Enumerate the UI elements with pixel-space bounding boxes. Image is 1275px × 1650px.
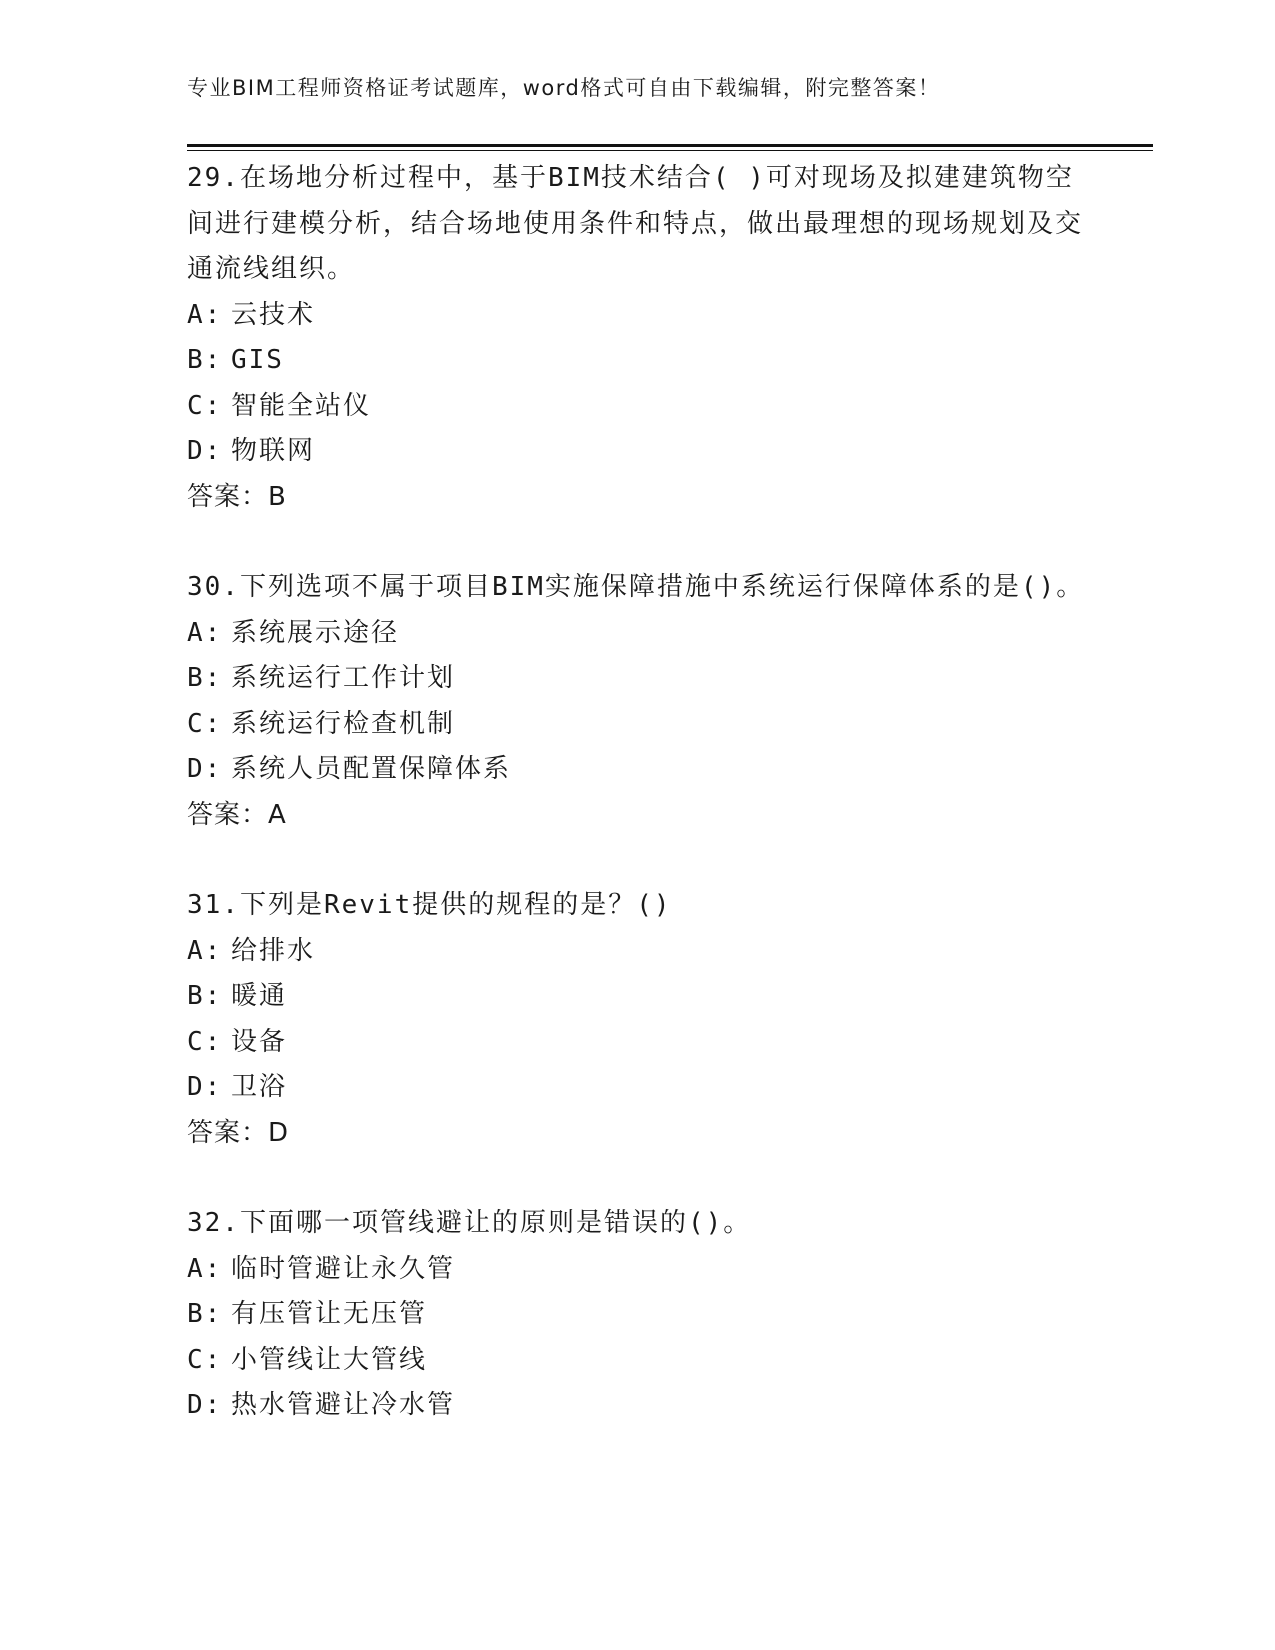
option-key: B:: [187, 1299, 223, 1329]
option-text: 临时管避让永久管: [231, 1253, 456, 1284]
option-key: A:: [187, 617, 223, 648]
option-key: C:: [187, 390, 223, 421]
question-30: [187, 565, 1087, 838]
option-d: [187, 429, 1087, 475]
option-a: [187, 293, 1087, 339]
question-stem: 29.在场地分析过程中，基于BIM技术结合( )可对现场及拟建建筑物空间进行建模分析，结合场地使用条件和特点，做出最理想的现场规划及交通流线组织。: [187, 163, 1084, 284]
option-key: D:: [187, 1390, 223, 1420]
option-a: [187, 1247, 1087, 1293]
option-d: [187, 747, 1087, 793]
option-text: 系统运行工作计划: [231, 663, 456, 693]
option-text: 系统运行检查机制: [231, 708, 456, 739]
spacer: [187, 838, 1087, 883]
option-key: A:: [187, 1253, 223, 1284]
question-32: [187, 1201, 1087, 1429]
header-rule-thin: [187, 150, 1153, 151]
answer-line: 答案：B: [187, 481, 287, 512]
option-key: B:: [187, 663, 223, 693]
option-b: [187, 974, 1087, 1020]
option-a: [187, 611, 1087, 657]
option-text: 卫浴: [231, 1072, 288, 1102]
option-key: B:: [187, 345, 223, 375]
option-c: [187, 1338, 1087, 1384]
header-rule-thick: [187, 144, 1153, 147]
option-text: 设备: [231, 1026, 288, 1057]
spacer: [187, 520, 1087, 565]
option-c: [187, 1020, 1087, 1066]
option-key: D:: [187, 1072, 223, 1102]
option-text: GIS: [231, 345, 284, 375]
option-text: 云技术: [231, 299, 316, 330]
option-key: A:: [187, 935, 223, 966]
option-b: [187, 338, 1087, 384]
spacer: [187, 1156, 1087, 1201]
option-a: [187, 929, 1087, 975]
question-stem: 31.下列是Revit提供的规程的是？(): [187, 890, 672, 920]
option-c: [187, 384, 1087, 430]
option-key: C:: [187, 708, 223, 739]
option-d: [187, 1065, 1087, 1111]
page-header: 专业BIM工程师资格证考试题库，word格式可自由下载编辑，附完整答案！: [187, 76, 941, 100]
option-c: [187, 702, 1087, 748]
option-key: D:: [187, 754, 223, 784]
option-text: 暖通: [231, 981, 288, 1011]
option-text: 智能全站仪: [231, 390, 372, 421]
option-b: [187, 1292, 1087, 1338]
option-b: [187, 656, 1087, 702]
option-key: A:: [187, 299, 223, 330]
option-text: 系统展示途径: [231, 617, 400, 648]
option-text: 物联网: [231, 436, 316, 466]
option-key: C:: [187, 1344, 223, 1375]
answer-line: 答案：D: [187, 1117, 290, 1148]
question-29: [187, 156, 1087, 520]
question-31: [187, 883, 1087, 1156]
question-stem: 32.下面哪一项管线避让的原则是错误的()。: [187, 1208, 752, 1238]
option-text: 系统人员配置保障体系: [231, 754, 512, 784]
option-key: B:: [187, 981, 223, 1011]
question-stem: 30.下列选项不属于项目BIM实施保障措施中系统运行保障体系的是()。: [187, 572, 1085, 602]
option-text: 有压管让无压管: [231, 1299, 428, 1329]
option-key: D:: [187, 436, 223, 466]
question-list: [187, 156, 1087, 1429]
option-text: 热水管避让冷水管: [231, 1390, 456, 1420]
answer-line: 答案：A: [187, 799, 287, 830]
option-text: 小管线让大管线: [231, 1344, 428, 1375]
option-text: 给排水: [231, 935, 316, 966]
option-d: [187, 1383, 1087, 1429]
option-key: C:: [187, 1026, 223, 1057]
